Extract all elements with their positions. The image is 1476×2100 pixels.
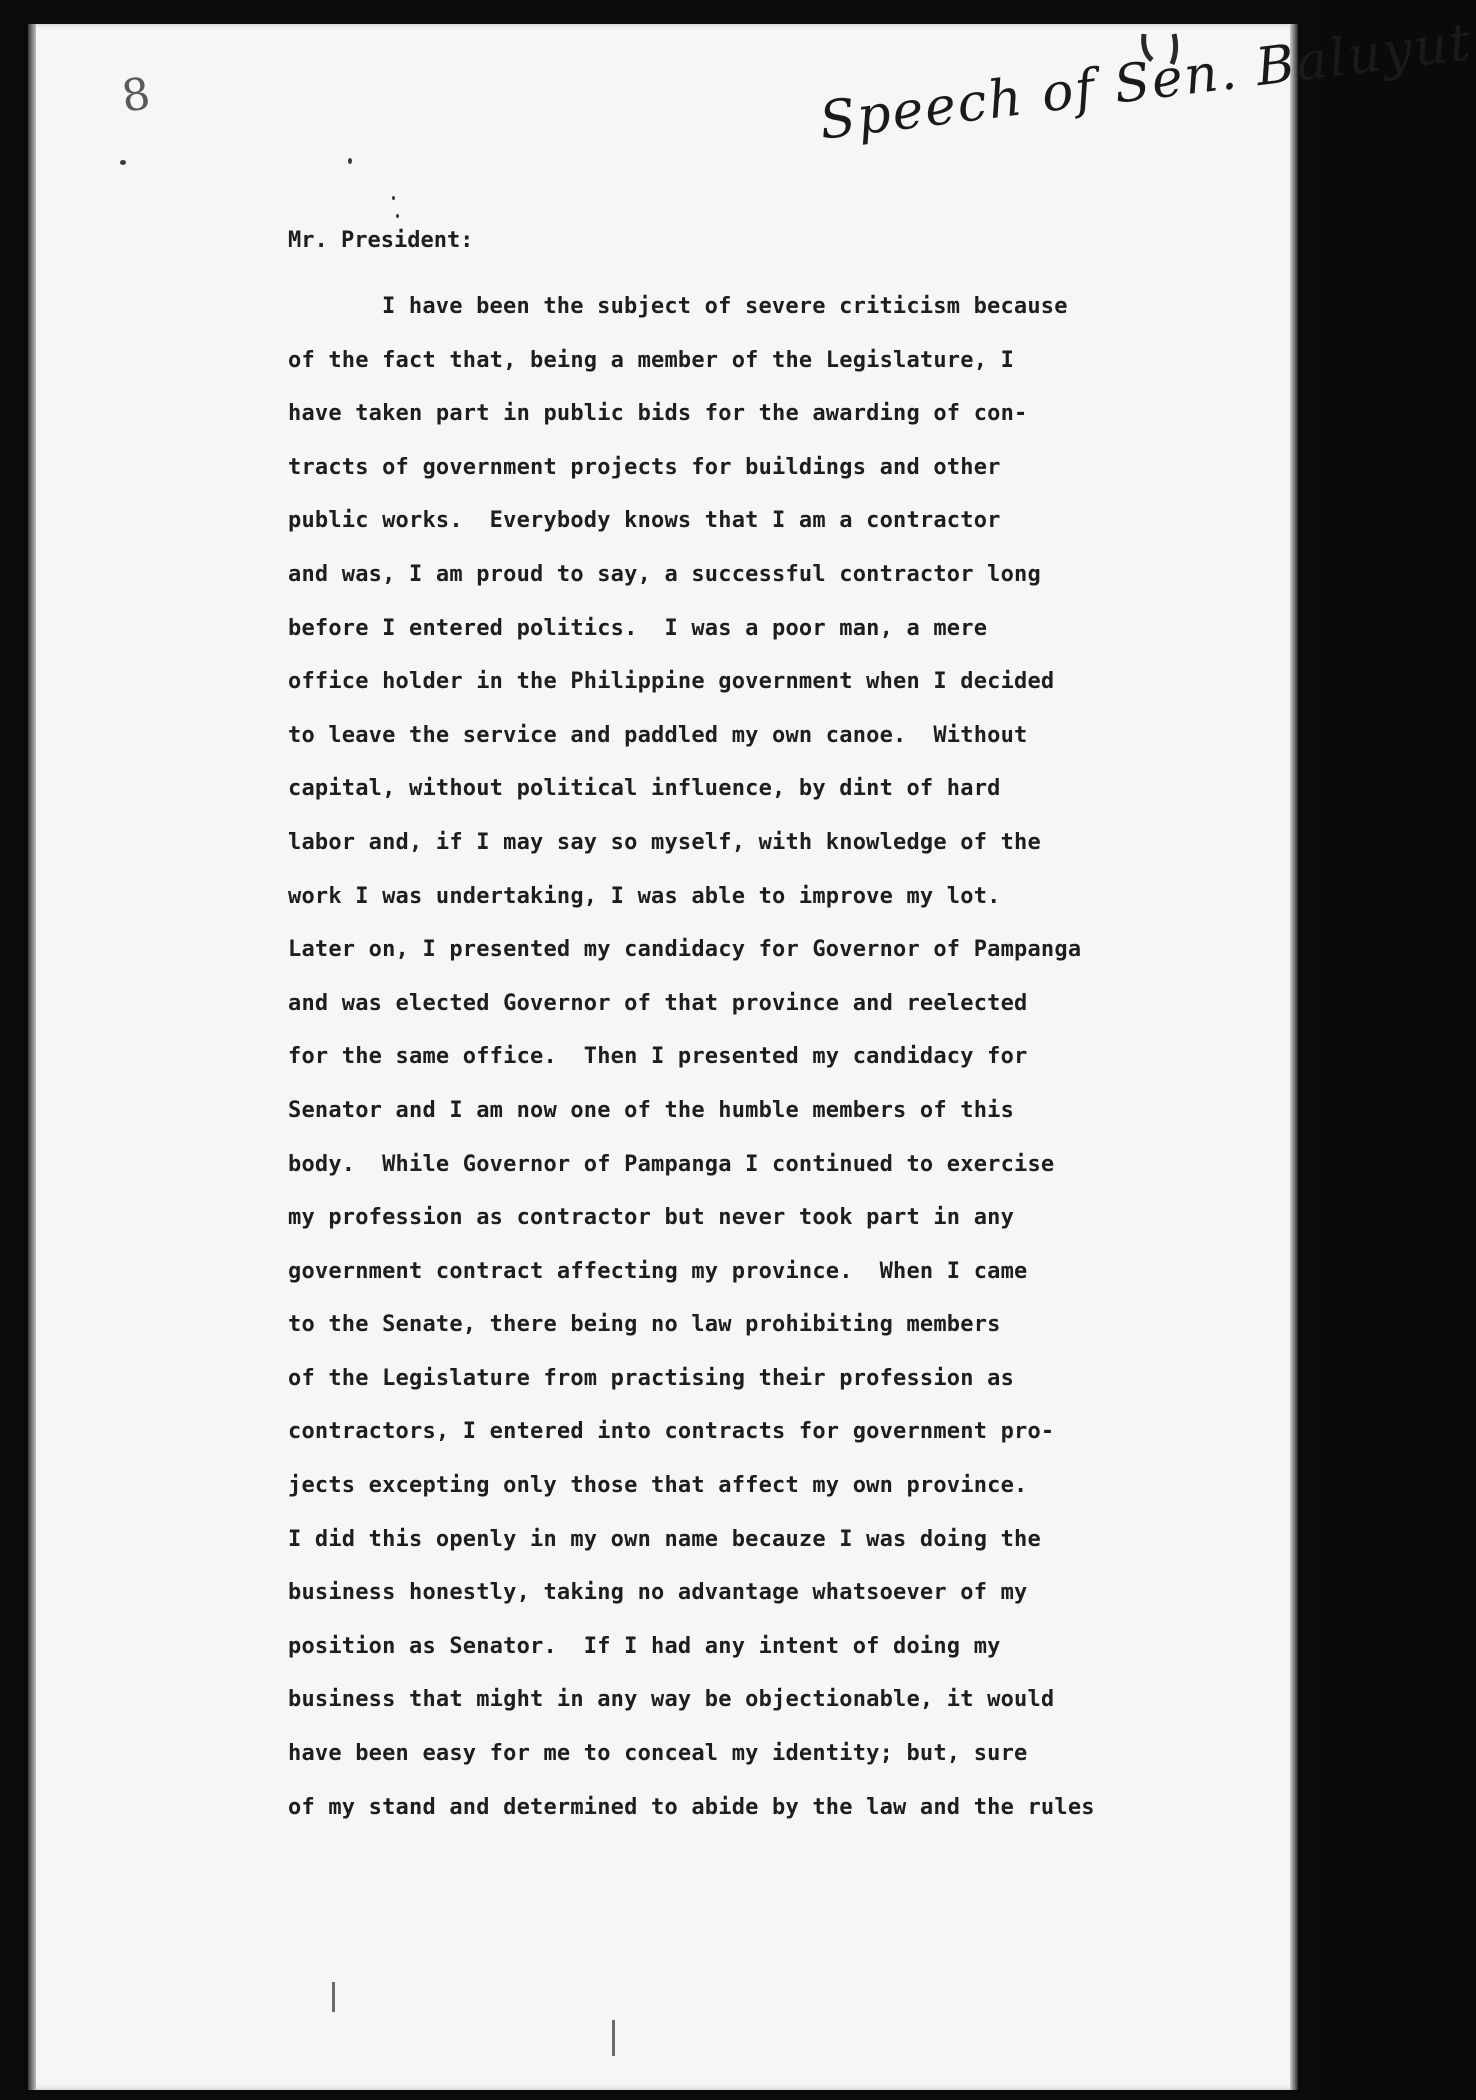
ink-speck (392, 196, 395, 200)
text-line: business honestly, taking no advantage whatsoever of my (288, 1580, 1028, 1606)
text-line: I have been the subject of severe criticism because (382, 294, 1068, 319)
text-line: labor and, if I may say so myself, with knowledge of the (288, 829, 1041, 855)
text-line: business that might in any way be objectionable, it would (288, 1687, 1055, 1713)
text-line: capital, without political influence, by dint of hard (288, 776, 1001, 802)
text-line: to the Senate, there being no law prohibiting members (288, 1312, 1001, 1338)
text-line: and was elected Governor of that province and reelected (288, 990, 1028, 1016)
text-line: position as Senator. If I had any intent of doing my (288, 1633, 1001, 1659)
text-line: my profession as contractor but never took part in any (288, 1205, 1015, 1231)
text-line: of the fact that, being a member of the Legislature, I (288, 347, 1015, 373)
speech-body (288, 280, 1095, 1834)
text-line: Later on, I presented my candidacy for Governor of Pampanga (288, 937, 1082, 963)
text-line: before I entered politics. I was a poor man, a mere (288, 615, 988, 641)
text-line: jects excepting only those that affect my own province. (288, 1473, 1028, 1499)
text-line: for the same office. Then I presented my candidacy for (288, 1044, 1028, 1070)
text-line: have been easy for me to conceal my identity; but, sure (288, 1741, 1028, 1767)
text-line: I did this openly in my own name becauze I was doing the (288, 1526, 1041, 1552)
text-line: public works. Everybody knows that I am a contractor (288, 508, 1001, 534)
edge-tick (612, 2020, 615, 2056)
text-line: Senator and I am now one of the humble members of this (288, 1097, 1015, 1123)
sheet-left-edge (28, 24, 36, 2090)
text-line: government contract affecting my province. When I came (288, 1258, 1028, 1284)
text-line: tracts of government projects for buildings and other (288, 454, 1001, 480)
text-line: to leave the service and paddled my own canoe. Without (288, 722, 1028, 748)
edge-tick (332, 1982, 335, 2012)
page-number-mark: 8 (118, 68, 154, 123)
text-line: office holder in the Philippine government when I decided (288, 669, 1055, 695)
text-line: and was, I am proud to say, a successful contractor long (288, 561, 1041, 587)
text-line: body. While Governor of Pampanga I continued to exercise (288, 1151, 1055, 1177)
salutation: Mr. President: (288, 228, 474, 253)
text-line: contractors, I entered into contracts for government pro- (288, 1419, 1055, 1445)
text-line: have taken part in public bids for the awarding of con- (288, 401, 1028, 427)
text-line: of the Legislature from practising their profession as (288, 1365, 1015, 1391)
sheet-right-edge (1290, 24, 1298, 2090)
handwritten-title: Speech of Sen. Baluyut (816, 12, 1476, 152)
text-line: work I was undertaking, I was able to improve my lot. (288, 883, 1001, 909)
text-line: of my stand and determined to abide by the law and the rules (288, 1794, 1095, 1820)
ink-speck (396, 214, 399, 218)
ink-speck (120, 160, 126, 165)
ink-speck (348, 158, 352, 164)
